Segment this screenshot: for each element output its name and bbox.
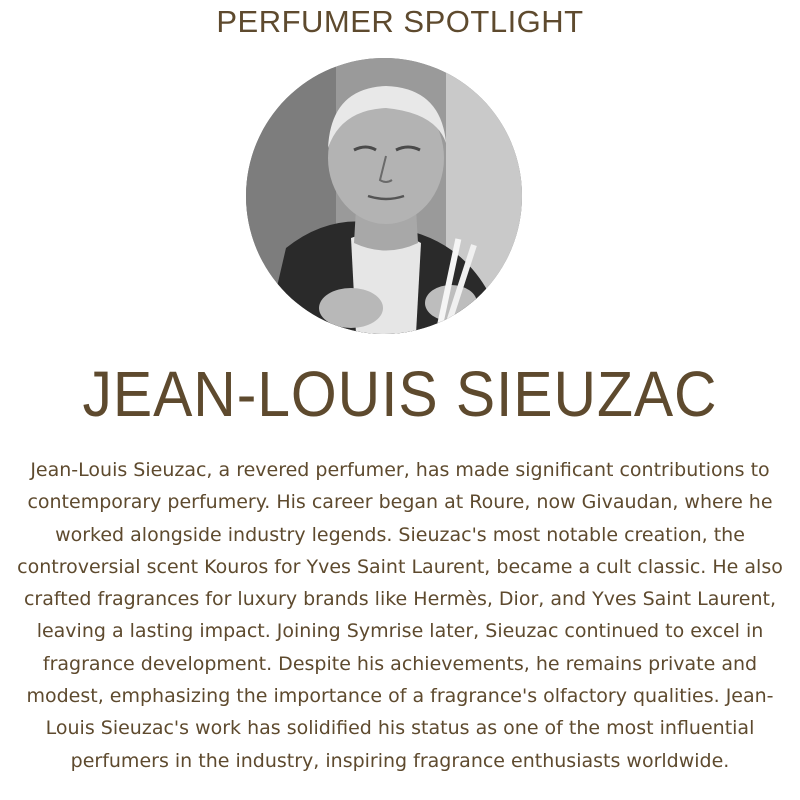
perfumer-bio: Jean-Louis Sieuzac, a revered perfumer, has made significant contributions to contemporary perfumery. His career began at Roure, now Givaudan, where he worked alongside industry legends. Sieuzac's most notable creation, the controversial scent Kouros for Yves Saint Laurent, became a cult classic. He also crafted fragrances for luxury brands like Hermès, Dior, and Yves Saint Laurent, leaving a lasting impact. Joining Symrise later, Sieuzac continued to excel in fragrance development. Despite his achievements, he remains private and modest, emphasizing the importance of a fragrance's olfactory qualities. Jean-Louis Sieuzac's work has solidified his status as one of the most influential perfumers in the industry, inspiring fragrance enthusiasts worldwide. [17, 459, 783, 772]
perfumer-name: JEAN-LOUIS SIEUZAC [82, 358, 718, 430]
section-kicker: PERFUMER SPOTLIGHT [216, 4, 584, 39]
portrait-illustration [246, 58, 522, 334]
portrait-photo [246, 58, 522, 334]
